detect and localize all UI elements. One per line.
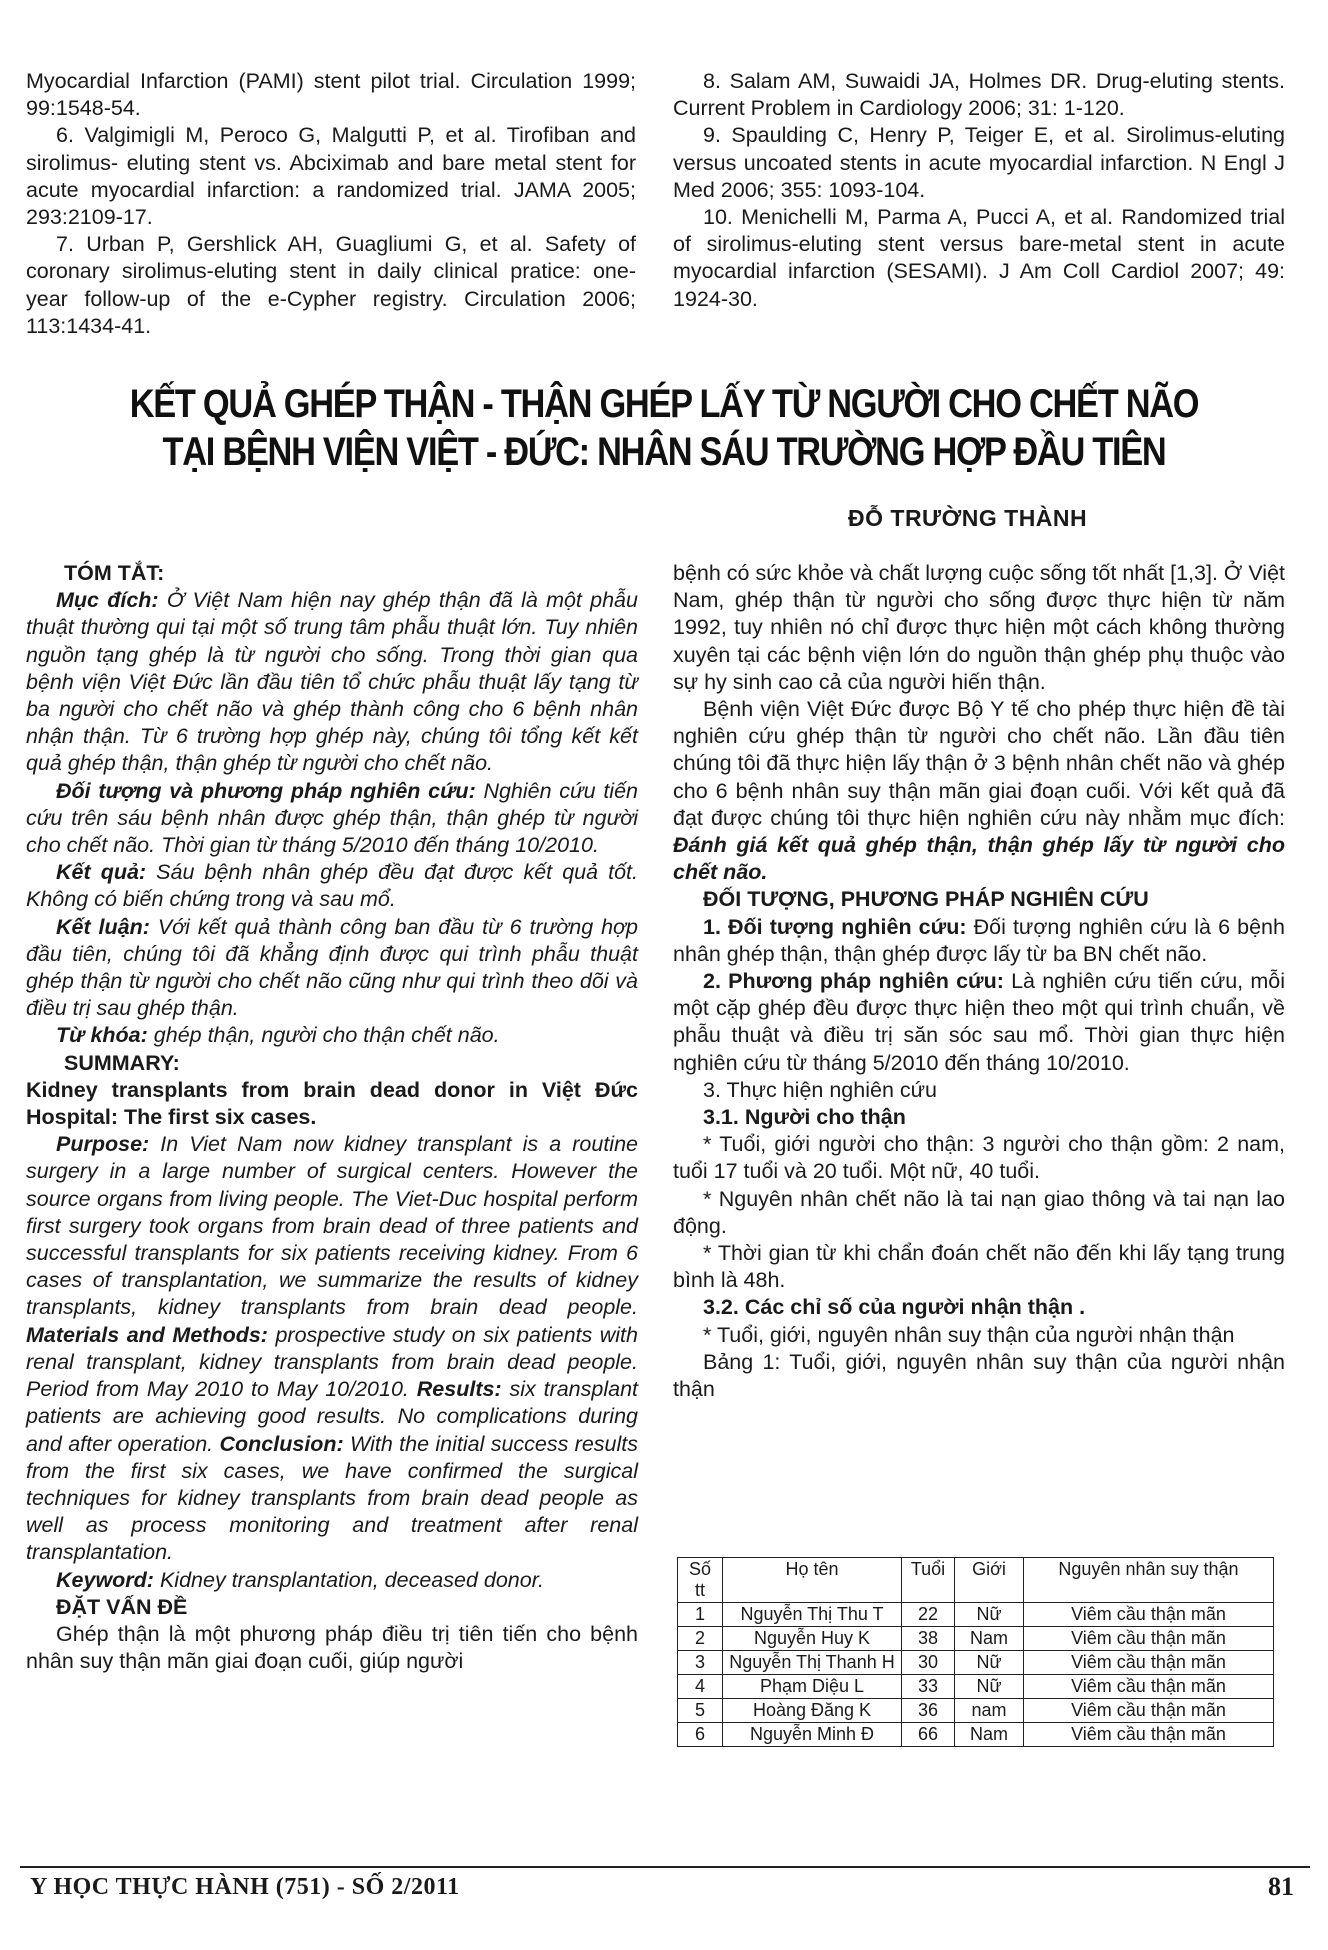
donor-cause: * Nguyên nhân chết não là tai nạn giao thông và tai nạn lao động.: [673, 1186, 1285, 1238]
methods-section-1: [673, 914, 1285, 968]
cell-age: 36: [902, 1699, 955, 1723]
table-row: [678, 1651, 1274, 1675]
header-stt: Số tt: [678, 1558, 723, 1603]
title-line-2: TẠI BỆNH VIỆN VIỆT - ĐỨC: NHÂN SÁU TRƯỜNG HỢP ĐẦU TIÊN: [162, 430, 1166, 474]
reference-9: 9. Spaulding C, Henry P, Teiger E, et al. Sirolimus-eluting versus uncoated stents in acute myocardial infarction. N Engl J Med 2006; 355: 1093-104.: [673, 123, 1285, 202]
cell-cause: Viêm cầu thận mãn: [1024, 1723, 1274, 1747]
cell-name: Nguyễn Thị Thu T: [723, 1603, 902, 1627]
cell-sex: Nam: [955, 1627, 1024, 1651]
cell-name: Phạm Diệu L: [723, 1675, 902, 1699]
cell-age: 22: [902, 1603, 955, 1627]
results-text-en: six transplant patients are achieving good results. No complications during and after operation.: [26, 1377, 638, 1456]
abstract-vn-keywords: [26, 1022, 638, 1049]
methods-text-vn: Nghiên cứu tiến cứu trên sáu bệnh nhân được ghép thận, thận ghép từ người cho chết não. Thời gian từ tháng 5/2010 đến tháng 10/2010.: [26, 778, 638, 858]
cell-cause: Viêm cầu thận mãn: [1024, 1603, 1274, 1627]
intro-paragraph-1-start: Ghép thận là một phương pháp điều trị tiên tiến cho bệnh nhân suy thận mãn giai đoạn cuối, giúp người: [26, 1621, 638, 1674]
abstract-vn-results: [26, 859, 638, 913]
methods-text-en: prospective study on six patients with renal transplant, kidney transplants from brain dead people. Period from May 2010 to May 10/2010.: [26, 1322, 638, 1402]
results-label-en: Results:: [416, 1377, 502, 1402]
reference-8: 8. Salam AM, Suwaidi JA, Holmes DR. Drug-eluting stents. Current Problem in Cardiology 2006; 31: 1-120.: [673, 69, 1285, 121]
abstract-vn-conclusion: [26, 914, 638, 1023]
summary-title: Kidney transplants from brain dead donor in Việt Đức Hospital: The first six cases.: [26, 1077, 638, 1130]
section-3-2-heading: 3.2. Các chỉ số của người nhận thận .: [703, 1295, 1086, 1320]
section-2-text: Là nghiên cứu tiến cứu, mỗi một cặp ghép đều được thực hiện theo một qui trình chuẩn, về phẫu thuật và điều trị săn sóc sau mổ. Thời gian thực hiện nghiên cứu từ tháng 5/2010 đến tháng 10/2010.: [673, 969, 1285, 1075]
section-3-1-heading: 3.1. Người cho thận: [703, 1105, 906, 1130]
author-name: ĐỖ TRƯỜNG THÀNH: [848, 505, 1088, 531]
table-row: [678, 1603, 1274, 1627]
cell-cause: Viêm cầu thận mãn: [1024, 1699, 1274, 1723]
conclusion-text-en: With the initial success results from the first six cases, we have confirmed the surgical techniques for kidney transplants from brain dead people as well as process monitoring and treatment after renal transplantation.: [26, 1431, 639, 1565]
cell-cause: Viêm cầu thận mãn: [1024, 1627, 1274, 1651]
cell-cause: Viêm cầu thận mãn: [1024, 1651, 1274, 1675]
page-number: 81: [1268, 1872, 1294, 1901]
cell-sex: Nữ: [955, 1651, 1024, 1675]
cell-name: Hoàng Đăng K: [723, 1699, 902, 1723]
reference-6: 6. Valgimigli M, Peroco G, Malgutti P, et al. Tirofiban and sirolimus- eluting stent vs. Abciximab and bare metal stent for acute myocardial infarction: a randomized trial. JAMA 2005; 293:2109-17.: [26, 123, 636, 230]
header-age: Tuổi: [902, 1558, 955, 1603]
cell-stt: 4: [678, 1675, 723, 1699]
study-aim: Đánh giá kết quả ghép thận, thận ghép lấy từ người cho chết não.: [673, 833, 1285, 885]
results-text-vn: Sáu bệnh nhân ghép đều đạt được kết quả tốt. Không có biến chứng trong và sau mổ.: [26, 860, 638, 912]
cell-stt: 3: [678, 1651, 723, 1675]
keyword-label-en: Keyword:: [56, 1567, 154, 1592]
summary-keyword: [26, 1567, 638, 1594]
summary-heading: SUMMARY:: [64, 1050, 180, 1075]
section-1-label: 1. Đối tượng nghiên cứu:: [703, 914, 967, 939]
intro-paragraph-2-text: Bệnh viện Việt Đức được Bộ Y tế cho phép thực hiện đề tài nghiên cứu ghép thận từ người cho chết não. Lần đầu tiên chúng tôi đã thực hiện lấy thận ở 3 bệnh nhân chết não và ghép cho 6 bệnh nhân suy thận mãn giai đoạn cuối. Với kết quả đã đạt được chúng tôi thực hiện nghiên cứu này nhằm mục đích:: [673, 697, 1285, 830]
cell-age: 38: [902, 1627, 955, 1651]
section-3-heading: 3. Thực hiện nghiên cứu: [703, 1077, 937, 1102]
purpose-label-en: Purpose:: [56, 1132, 150, 1157]
conclusion-label-vn: Kết luận:: [56, 914, 150, 939]
abstract-vn-heading: TÓM TẮT:: [64, 561, 165, 585]
abstract-vn-purpose: [26, 587, 638, 777]
article-title: [93, 380, 1235, 476]
reference-5-tail: Myocardial Infarction (PAMI) stent pilot trial. Circulation 1999; 99:1548-54.: [26, 69, 636, 121]
conclusion-text-vn: Với kết quả thành công ban đầu từ 6 trường hợp đầu tiên, chúng tôi đã khẳng định được qui trình phẫu thuật ghép thận từ người cho chết não cũng như qui trình theo dõi và điều trị sau ghép thận.: [26, 914, 638, 1021]
keywords-label-vn: Từ khóa:: [56, 1023, 148, 1048]
table-caption: Bảng 1: Tuổi, giới, nguyên nhân suy thận của người nhận thận: [673, 1349, 1285, 1402]
cell-age: 33: [902, 1675, 955, 1699]
results-label-vn: Kết quả:: [56, 860, 147, 885]
intro-paragraph-2: [673, 696, 1285, 886]
table-body: [678, 1603, 1274, 1747]
recipients-table: [677, 1557, 1274, 1747]
cell-sex: Nam: [955, 1723, 1024, 1747]
table-row: [678, 1723, 1274, 1747]
reference-7: 7. Urban P, Gershlick AH, Guagliumi G, et al. Safety of coronary sirolimus-eluting stent in daily clinical pratice: one- year follow-up of the e-Cypher registry. Circulation 2006; 113:1434-41.: [26, 232, 636, 338]
purpose-text-vn: Ở Việt Nam hiện nay ghép thận đã là một phẫu thuật thường qui tại một số trung tâm phẫu thuật lớn. Tuy nhiên nguồn tạng ghép là từ người cho sống. Trong thời gian qua bệnh viện Việt Đức lần đầu tiên tổ chức phẫu thuật lấy tạng từ ba người cho chết não và ghép thành công cho 6 bệnh nhân nhận thận. Từ 6 trường hợp ghép này, chúng tôi tổng kết kết quả ghép thận, thận ghép từ người cho chết não.: [26, 588, 638, 776]
keywords-text-vn: ghép thận, người cho thận chết não.: [153, 1023, 500, 1048]
methods-label-en: Materials and Methods:: [26, 1322, 268, 1347]
summary-purpose: [26, 1131, 638, 1566]
abstract-vn-methods: [26, 778, 638, 860]
purpose-text-en: In Viet Nam now kidney transplant is a routine surgery in a large number of surgical centers. However the source organs from living people. The Viet-Duc hospital perform first surgery took organs from brain dead of three patients and successful transplants for six patients receiving kidney. From 6 cases of transplantation, we summarize the results of kidney transplants, kidney transplants from brain dead people.: [26, 1132, 638, 1320]
keyword-text-en: Kidney transplantation, deceased donor.: [159, 1567, 545, 1592]
references-right-column: [673, 68, 1285, 313]
section-2-label: 2. Phương pháp nghiên cứu:: [703, 969, 1004, 994]
intro-heading: ĐẶT VẤN ĐỀ: [56, 1594, 188, 1619]
methods-label-vn: Đối tượng và phương pháp nghiên cứu:: [56, 778, 476, 803]
cell-name: Nguyễn Huy K: [723, 1627, 902, 1651]
journal-footer: Y HỌC THỰC HÀNH (751) - SỐ 2/2011: [30, 1874, 460, 1900]
cell-stt: 1: [678, 1603, 723, 1627]
intro-paragraph-1-end: bệnh có sức khỏe và chất lượng cuộc sống tốt nhất [1,3]. Ở Việt Nam, ghép thận từ người cho sống được thực hiện từ năm 1992, tuy nhiên nó chỉ được thực hiện một cách không thường xuyên tại các bệnh viện lớn do nguồn thận ghép phụ thuộc vào sự hy sinh cao cả của người hiến thận.: [673, 561, 1285, 694]
references-left-column: [26, 68, 636, 340]
header-sex: Giới: [955, 1558, 1024, 1603]
methods-section-2: [673, 968, 1285, 1077]
table-row: [678, 1675, 1274, 1699]
donor-timing: * Thời gian từ khi chẩn đoán chết não đến khi lấy tạng trung bình là 48h.: [673, 1241, 1285, 1293]
header-name: Họ tên: [723, 1558, 902, 1603]
reference-10: 10. Menichelli M, Parma A, Pucci A, et al. Randomized trial of sirolimus-eluting stent versus bare-metal stent in acute myocardial infarction (SESAMI). J Am Coll Cardiol 2007; 49: 1924-30.: [673, 205, 1285, 311]
cell-stt: 2: [678, 1627, 723, 1651]
cell-name: Nguyễn Minh Đ: [723, 1723, 902, 1747]
methods-heading: ĐỐI TƯỢNG, PHƯƠNG PHÁP NGHIÊN CỨU: [703, 887, 1149, 912]
donor-age-sex: * Tuổi, giới người cho thận: 3 người cho thận gồm: 2 nam, tuổi 17 tuổi và 20 tuổi. Một nữ, 40 tuổi.: [673, 1132, 1285, 1184]
cell-sex: Nữ: [955, 1675, 1024, 1699]
cell-stt: 5: [678, 1699, 723, 1723]
footer-rule: [20, 1866, 1310, 1868]
table-row: [678, 1699, 1274, 1723]
conclusion-label-en: Conclusion:: [219, 1431, 344, 1456]
cell-age: 30: [902, 1651, 955, 1675]
cell-age: 66: [902, 1723, 955, 1747]
purpose-label-vn: Mục đích:: [56, 588, 159, 613]
table-header-row: [678, 1558, 1274, 1603]
body-left-column: [26, 560, 638, 1675]
cell-sex: nam: [955, 1699, 1024, 1723]
cell-stt: 6: [678, 1723, 723, 1747]
table-row: [678, 1627, 1274, 1651]
recipient-bullet: * Tuổi, giới, nguyên nhân suy thận của người nhận thận: [703, 1322, 1235, 1347]
title-line-1: KẾT QUẢ GHÉP THẬN - THẬN GHÉP LẤY TỪ NGƯỜI CHO CHẾT NÃO: [129, 382, 1199, 426]
body-right-column: [673, 560, 1285, 1403]
section-1-text: Đối tượng nghiên cứu là 6 bệnh nhân ghép thận, thận ghép được lấy từ ba BN chết não.: [673, 914, 1285, 966]
cell-name: Nguyễn Thị Thanh H: [723, 1651, 902, 1675]
cell-cause: Viêm cầu thận mãn: [1024, 1675, 1274, 1699]
header-cause: Nguyên nhân suy thận: [1024, 1558, 1274, 1603]
cell-sex: Nữ: [955, 1603, 1024, 1627]
